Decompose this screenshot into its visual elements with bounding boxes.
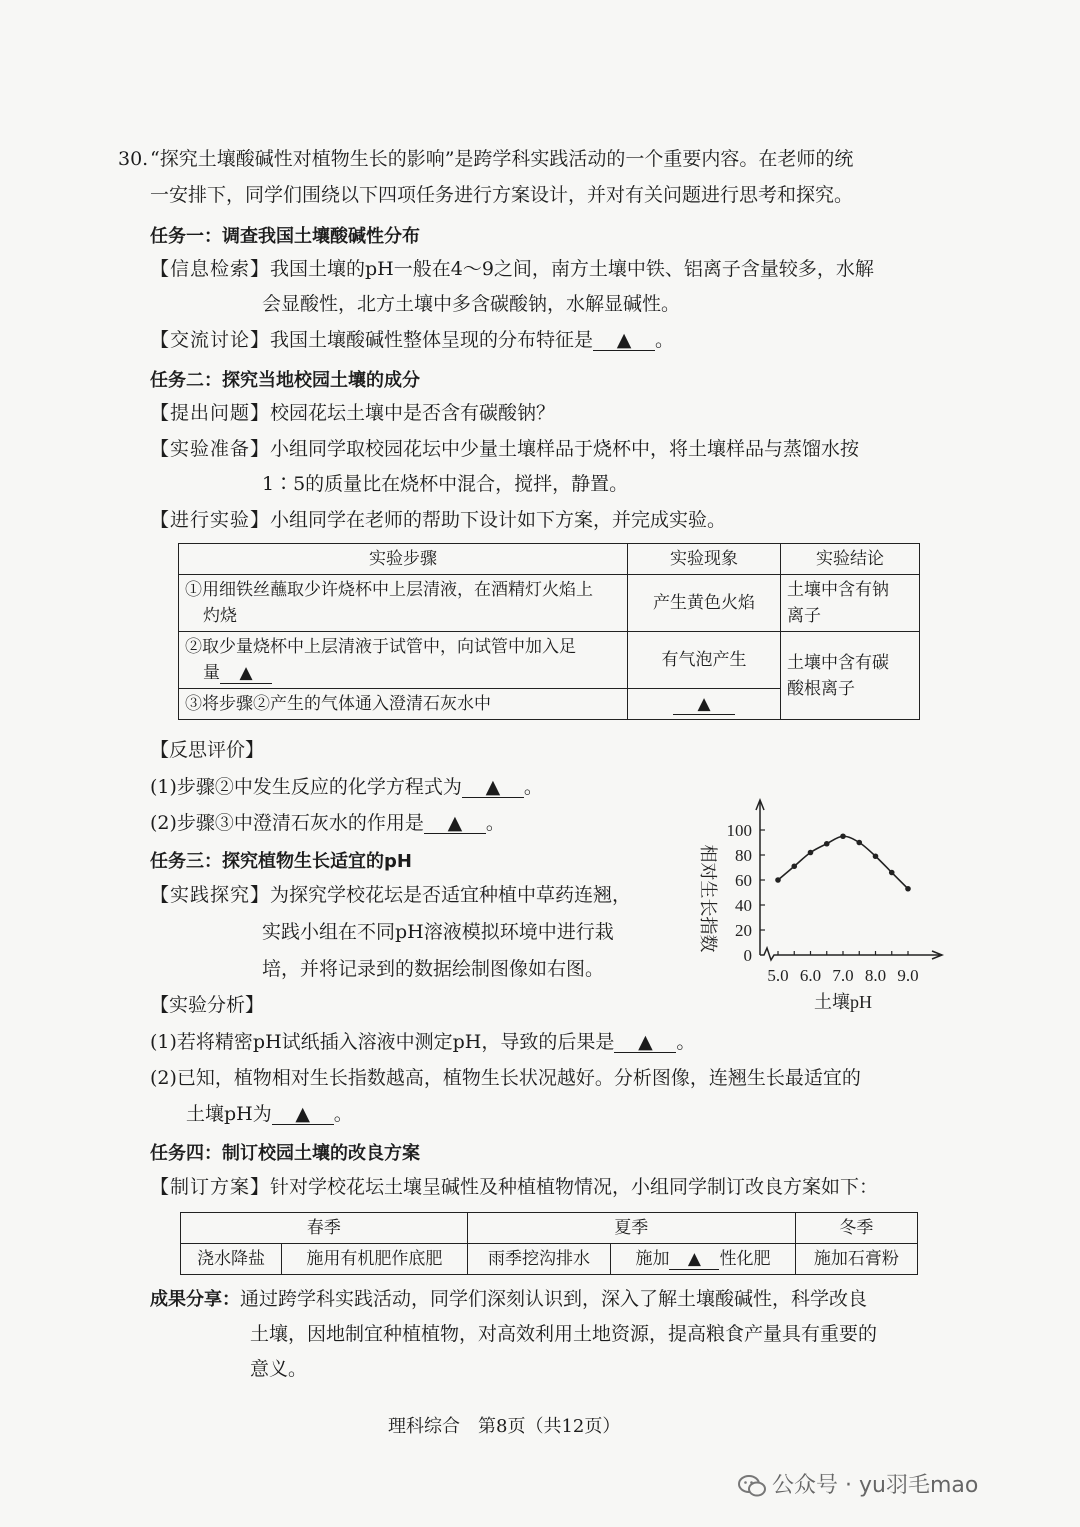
analysis-q2-line-1: (2)已知，植物相对生长指数越高，植物生长状况越好。分析图像，连翘生长最适宜的	[150, 1067, 861, 1089]
analysis-q1	[150, 1030, 695, 1054]
conclusion-1	[781, 575, 920, 632]
analysis-tag: 【实验分析】	[150, 994, 265, 1016]
data-point	[873, 853, 879, 859]
period: 。	[676, 1031, 696, 1053]
share-line-1	[150, 1287, 867, 1312]
share-text-1: 通过跨学科实践活动，同学们深刻认识到，深入了解土壤酸碱性，科学改良	[240, 1288, 868, 1310]
share-line-2: 土壤，因地制宜种植植物，对高效利用土地资源，提高粮食产量具有重要的	[250, 1323, 878, 1345]
reflect-q2	[150, 811, 505, 835]
share-tag: 成果分享：	[150, 1289, 240, 1310]
experiment-table	[178, 543, 920, 720]
x-tick-label: 9.0	[897, 966, 919, 985]
do-tag: 【进行实验】	[150, 509, 271, 531]
answer-blank[interactable]: ▲	[673, 694, 735, 715]
answer-blank[interactable]: ▲	[424, 813, 486, 834]
y-tick-label: 80	[735, 846, 752, 865]
watermark	[738, 1468, 978, 1499]
question-tag: 【提出问题】	[150, 402, 271, 424]
info-tag: 【信息检索】	[150, 258, 271, 280]
task3-title: 任务三：探究植物生长适宜的pH	[150, 851, 412, 872]
data-point	[824, 841, 830, 847]
practice-line-2: 实践小组在不同pH溶液模拟环境中进行栽	[262, 921, 614, 943]
table-row	[179, 575, 920, 632]
task2-do	[150, 508, 726, 532]
info-line-2: 会显酸性，北方土壤中多含碳酸钠，水解显碱性。	[262, 293, 681, 315]
share-line-3: 意义。	[250, 1358, 308, 1380]
reflect-q2-text: (2)步骤③中澄清石灰水的作用是	[150, 812, 424, 834]
y-tick-label: 60	[735, 871, 752, 890]
header-phenomenon: 实验现象	[628, 544, 781, 575]
analysis-q1-text: (1)若将精密pH试纸插入溶液中测定pH，导致的后果是	[150, 1031, 615, 1053]
answer-blank[interactable]: ▲	[614, 1032, 676, 1053]
x-tick-label: 8.0	[864, 966, 887, 985]
step-2-line-2: 量	[203, 663, 220, 683]
x-tick-label: 6.0	[799, 966, 822, 985]
task2-prep	[150, 437, 859, 461]
practice-tag: 【实践探究】	[150, 884, 271, 906]
analysis-q2-line-2	[186, 1102, 353, 1126]
conclusion-2	[781, 632, 920, 720]
season-header-row	[181, 1213, 918, 1244]
task2-question	[150, 401, 555, 425]
wechat-icon	[738, 1474, 766, 1498]
task4-plan	[150, 1175, 878, 1199]
header-spring: 春季	[181, 1213, 468, 1244]
prep-tag: 【实验准备】	[150, 438, 271, 460]
data-point	[775, 877, 781, 883]
question-text: 校园花坛土壤中是否含有碳酸钠？	[270, 402, 556, 424]
phenomenon-2: 有气泡产生	[628, 632, 781, 689]
page-footer: 理科综合 第8页（共12页）	[388, 1416, 621, 1437]
step-1-line-2: 灼烧	[203, 606, 237, 626]
period: 。	[333, 1103, 353, 1125]
measure-2: 施用有机肥作底肥	[282, 1244, 468, 1275]
answer-blank[interactable]: ▲	[669, 1249, 719, 1270]
x-tick-label: 5.0	[767, 966, 789, 985]
data-point	[808, 850, 814, 856]
step-2	[179, 632, 628, 689]
improvement-plan-table	[180, 1212, 918, 1275]
reflect-q1	[150, 775, 543, 799]
conclusion-1-line-2: 离子	[787, 606, 821, 626]
table-header-row	[179, 544, 920, 575]
answer-blank[interactable]: ▲	[220, 663, 272, 684]
reflect-tag: 【反思评价】	[150, 739, 265, 761]
x-axis-label: 土壤pH	[814, 992, 872, 1012]
data-point	[840, 833, 846, 839]
y-tick-label: 0	[743, 946, 752, 965]
y-tick-label: 20	[735, 921, 752, 940]
table-row	[181, 1244, 918, 1275]
reflect-q1-text: (1)步骤②中发生反应的化学方程式为	[150, 776, 462, 798]
phenomenon-3	[628, 689, 781, 720]
period: 。	[485, 812, 505, 834]
growth-index-chart	[680, 790, 950, 1020]
question-number: 30.	[118, 148, 149, 170]
task3-practice	[150, 883, 631, 907]
data-point	[905, 886, 911, 892]
discuss-tag: 【交流讨论】	[150, 329, 271, 351]
intro-line-1: “探究土壤酸碱性对植物生长的影响”是跨学科实践活动的一个重要内容。在老师的统	[150, 148, 854, 170]
practice-line-3: 培，并将记录到的数据绘制图像如右图。	[262, 958, 605, 980]
conclusion-2-line-2: 酸根离子	[787, 678, 855, 699]
step-1-line-1: ①用细铁丝蘸取少许烧杯中上层清液，在酒精灯火焰上	[185, 580, 593, 600]
x-tick-label: 7.0	[832, 966, 854, 985]
data-point	[889, 870, 895, 876]
x-axis	[760, 948, 942, 960]
do-text: 小组同学在老师的帮助下设计如下方案，并完成实验。	[270, 509, 727, 531]
task4-title: 任务四：制订校园土壤的改良方案	[150, 1143, 420, 1164]
task2-title: 任务二：探究当地校园土壤的成分	[150, 370, 420, 391]
task1-info	[150, 257, 874, 281]
period: 。	[655, 329, 675, 351]
intro-line-2: 一安排下，同学们围绕以下四项任务进行方案设计，并对有关问题进行思考和探究。	[150, 184, 854, 206]
header-summer: 夏季	[467, 1213, 795, 1244]
discuss-text: 我国土壤酸碱性整体呈现的分布特征是	[270, 329, 594, 351]
answer-blank[interactable]: ▲	[272, 1104, 334, 1125]
watermark-text: 公众号 · yu羽毛mao	[772, 1473, 979, 1498]
plan-tag: 【制订方案】	[150, 1176, 271, 1198]
measure-5: 施加石膏粉	[795, 1244, 917, 1275]
task1-discuss	[150, 328, 674, 352]
prep-line-1: 小组同学取校园花坛中少量土壤样品于烧杯中，将土壤样品与蒸馏水按	[270, 438, 860, 460]
answer-blank[interactable]: ▲	[462, 777, 524, 798]
plan-text: 针对学校花坛土壤呈碱性及种植植物情况，小组同学制订改良方案如下：	[270, 1176, 879, 1198]
answer-blank[interactable]: ▲	[593, 330, 655, 351]
header-conclusion: 实验结论	[781, 544, 920, 575]
prep-line-2: 1∶5的质量比在烧杯中混合，搅拌，静置。	[262, 473, 629, 495]
measure-3: 雨季挖沟排水	[467, 1244, 610, 1275]
data-point	[856, 840, 862, 846]
measure-1: 浇水降盐	[181, 1244, 282, 1275]
data-point	[791, 863, 797, 869]
measure-4-prefix: 施加	[635, 1249, 670, 1269]
phenomenon-1: 产生黄色火焰	[628, 575, 781, 632]
growth-curve	[778, 836, 908, 889]
y-tick-label: 40	[735, 896, 752, 915]
analysis-q2-text: 土壤pH为	[186, 1103, 272, 1125]
task1-title: 任务一：调查我国土壤酸碱性分布	[150, 226, 420, 247]
step-1	[179, 575, 628, 632]
step-2-line-1: ②取少量烧杯中上层清液于试管中，向试管中加入足	[185, 637, 576, 657]
y-axis-label: 相对生长指数	[698, 844, 718, 953]
conclusion-1-line-1: 土壤中含有钠	[787, 580, 889, 600]
conclusion-2-line-1: 土壤中含有碳	[787, 652, 889, 673]
period: 。	[523, 776, 543, 798]
measure-4-suffix: 性化肥	[719, 1249, 771, 1269]
header-steps: 实验步骤	[179, 544, 628, 575]
header-winter: 冬季	[795, 1213, 917, 1244]
table-row	[179, 632, 920, 689]
step-3: ③将步骤②产生的气体通入澄清石灰水中	[179, 689, 628, 720]
measure-4	[611, 1244, 796, 1275]
info-line-1: 我国土壤的pH一般在4～9之间，南方土壤中铁、铝离子含量较多，水解	[270, 258, 874, 280]
y-tick-label: 100	[726, 821, 752, 840]
practice-line-1: 为探究学校花坛是否适宜种植中草药连翘，	[270, 884, 632, 906]
